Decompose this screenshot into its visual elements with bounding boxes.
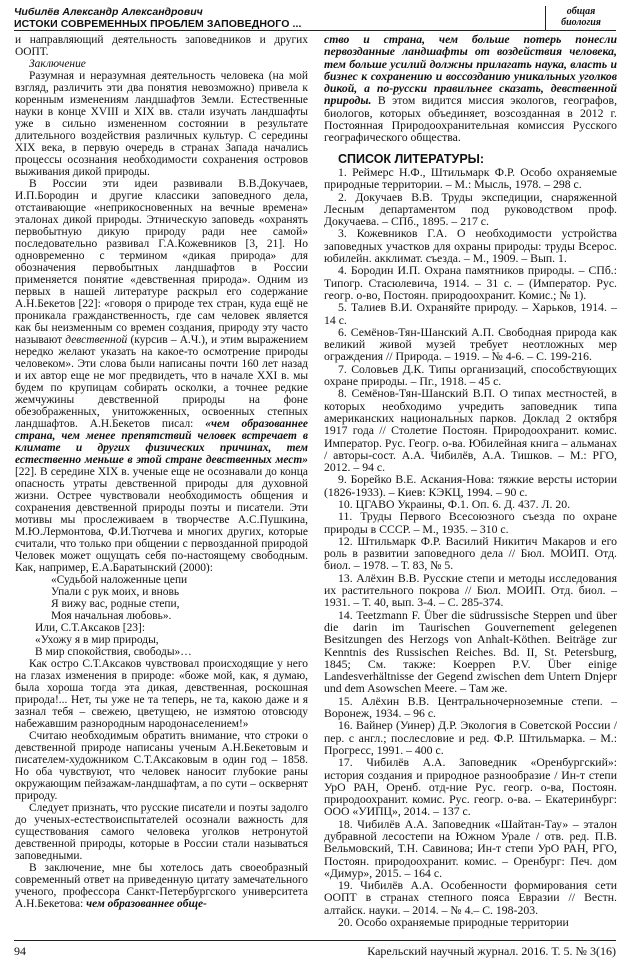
reference-item: 3. Кожевников Г.А. О необходимости устройства заповедных участков для охраны природы: труды Всерос. юбилейн. акклимат. съезда. – М., 1909. – Вып. 1. — [324, 227, 617, 266]
poem-line: Упали с рук моих, и вновь — [51, 586, 180, 598]
poem-intro: Или, С.Т.Аксаков [23]: — [35, 622, 146, 634]
reference-item: 14. Teetzmann F. Über die südrussische Steppen und über die darin im Taurischen Gouvernement gelegenen Besitzungen des Herzogs von Anhalt-Köthen. Beiträge zur Kenntnis des Russischen Reiches. Bd. II, St. Petersburg, 1845; См. также: Koeppen P.V. Über einige Landesverhältnisse der Gegend zwischen dem Untern Dnjepr und dem Asowschen Meere. – Там же. — [324, 608, 617, 696]
text-run: В этом видится миссия экологов, географов, биологов, которых объединяет, возсозданная в 2012 г. Постоянная Природоохранительная комиссия Русского географического общества. — [324, 94, 618, 145]
paragraph: Следует признать, что русские писатели и поэты задолго до ученых-естествоиспытателей осознали важность для существования самого человека уголков нетронутой девственной природы, которые в России стали называться заповедными. — [15, 802, 308, 862]
running-header — [14, 6, 616, 31]
journal-citation: Карельский научный журнал. 2016. Т. 5. № 3(16) — [367, 944, 616, 958]
reference-item: 2. Докучаев В.В. Труды экспедиции, снаряженной Лесным департаментом под руководством проф. Докучаева. – СПб., 1895. – 217 с. — [324, 190, 617, 229]
header-rubric — [545, 6, 616, 30]
paragraph — [15, 178, 308, 574]
paragraph: Разумная и неразумная деятельность человека (на мой взгляд, различить эти два понятия невозможно) привела к коренным изменениям ландшафтов Земли. Естественные науки в конце XVIII и XIX вв. стали изучать ландшафты уже в сильно измененном состоянии в результате длительного воздействия различных культур. С середины XIX века, в первую очередь в странах Запада начались процессы осознания необходимости сохранения островов выживания дикой природы. — [15, 70, 308, 178]
reference-item: 19. Чибилёв А.А. Особенности формирования сети ООПТ в странах степного пояса Евразии // Вестн. алтайск. науки. – 2014. – № 4.– С. 198-203. — [324, 879, 617, 917]
quote-emphasis: ство и страна, чем больше потерь понесли первозданные ландшафты от воздействия человека, тем больше усилий должны прилагать наука, власть и бизнес к сохранению и воссозданию уникальных уголков дикой, а по-русски правильнее сказать, девственной природы. — [324, 33, 617, 108]
reference-item: 16. Вайнер (Уинер) Д.Р. Экология в Советской России / пер. с англ.; послесловие и ред. Ф.Р. Штильмарка. – М.: Прогресс, 1991. – 400 с. — [324, 719, 617, 757]
reference-item: 9. Борейко В.Е. Аскания-Нова: тяжкие версты истории (1826-1933). – Киев: КЭКЦ, 1994. – 90 с. — [324, 473, 617, 499]
emphasis: девственной — [65, 334, 128, 346]
page-footer — [14, 940, 616, 961]
reference-item: 10. ЦГАВО Украины, Ф.1. Оп. 6. Д. 437. Л. 20. — [338, 497, 571, 511]
text-run: (курсив – А.Ч.), и этим выражением нередко желают указать на какое-то осмотрение природы человеком». Эти слова были написаны почти 160 лет назад и их автор еще не мог предвидеть, что в начале XXI в. мы будем по крупицам собирать осколки, а точнее редкие жемчужины девственной природы на фоне обезображенных, унитожженных, освоенных степных ландшафтов. А.Н.Бекетов писал: — [15, 334, 308, 430]
rubric-line-2: биология — [561, 17, 601, 28]
poem-line: В мир спокойствия, свободы»… — [35, 646, 192, 658]
reference-item: 6. Семёнов-Тян-Шанский А.П. Свободная природа как великий живой музей требует неотложных мер ограждения // Природа. – 1919. – № 4-6. – С. 199-216. — [324, 325, 617, 364]
right-column — [324, 34, 617, 929]
reference-item: 15. Алёхин В.В. Центральночерноземные степи. – Воронеж, 1934. – 96 с. — [324, 694, 617, 721]
poem-line: «Судьбой наложенные цепи — [51, 574, 188, 586]
references-heading: СПИСОК ЛИТЕРАТУРЫ: — [338, 151, 485, 166]
paragraph: Как остро С.Т.Аксаков чувствовал происходящие у него на глазах изменения в природе: «боже мой, как, я думаю, была хороша тогда эта дикая, девственная, роскошная природа!... Нет, ты уже не та теперь, не та, какою даже и я зазнал тебя – свежею, цветущею, не измятою отовсюду набежавшим разнородным народонаселением!» — [15, 658, 308, 730]
reference-item: 18. Чибилёв А.А. Заповедник «Шайтан-Тау» – эталон дубравной лесостепи на Южном Урале / отв. ред. П.В. Вельмовский, Т.Н. Савинова; Ин-т степи УрО РАН, РГО, Постоян. природоохранит. комис. – Оренбург: Печ. дом «Димур», 2015. – 164 с. — [324, 817, 617, 880]
reference-item: 12. Штильмарк Ф.Р. Василий Никитич Макаров и его роль в развитии заповедного дела // Бюл. МОИП. Отд. биол. – 1978. – Т. 83, № 5. — [324, 534, 617, 573]
reference-item: 1. Реймерс Н.Ф., Штильмарк Ф.Р. Особо охраняемые природные территории. – М.: Мысль, 1978. – 298 с. — [324, 165, 617, 192]
page-number: 94 — [14, 944, 26, 958]
poem-line: Я вижу вас, родные степи, — [51, 598, 180, 610]
reference-item: 7. Соловьев Д.К. Типы организаций, способствующих охране природы. – Пг., 1918. – 45 с. — [324, 362, 617, 389]
text-run: [22]. В середине XIX в. ученые еще не осознавали до конца опасность утраты девственной природы для духовной жизни. Острее чувствовали необходимость общения и сохранения девственной природы поэты и писатели. Эти мотивы мы прослеживаем в творчестве А.С.Пушкина, М.Ю.Лермонтова, Ф.И.Тютчева и многих других, которые считали, что только при общении с первозданной природой Человек может ощущать себя по-настоящему свободным. Как, например, Е.А.Баратынский (2000): — [15, 466, 308, 574]
reference-item: 13. Алёхин В.В. Русские степи и методы исследования их растительного покрова // Бюл. МОИП. Отд. биол. – 1931. – Т. 40, вып. 3-4. – С. 285-374. — [324, 571, 617, 610]
paragraph — [15, 862, 308, 910]
quote-emphasis: «чем образованнее страна, чем менее препятствий человек встречает в климате и других физических причинах, тем естественно меньше в этой стране девственных мест» — [15, 418, 309, 466]
header-title: ИСТОКИ СОВРЕМЕННЫХ ПРОБЛЕМ ЗАПОВЕДНОГО ... — [14, 18, 302, 30]
reference-item: 20. Особо охраняемые природные территории — [338, 916, 569, 930]
reference-item: 17. Чибилёв А.А. Заповедник «Оренбургский»: история создания и природное разнообразие / Ин-т степи УрО РАН, Оренб. отд-ние Рус. геогр. о-ва, Постоян. природоохранит. комис. Рус. геогр. о-ва. – Екатеринбург: ООО «УИПЦ», 2014. – 137 с. — [324, 756, 617, 819]
section-heading-conclusion: Заключение — [29, 58, 86, 70]
paragraph: Считаю необходимым обратить внимание, что строки о девственной природе написаны ученым А.Н.Бекетовым и писателем-художником С.Т.Аксаковым в один год – 1858. Но оба чувствуют, что человек наносит глубокие раны окружающим пейзажам-ландшафтам, а по сути – осквернят природу. — [15, 730, 308, 802]
text-run: В России эти идеи развивали В.В.Докучаев, И.П.Бородин и другие классики заповедного дела, отстаивающие «неприкосновенных на вечные времена» эталонах дикой природы. Этническую заповедь «охранять первобытную дикую природу ради нее самой» последовательно развивал Г.А.Кожевников [3, 21]. Но одновременно с термином «дикая природа» для обозначения первобытных ландшафтов в России применяется понятие «девственная природа». Одним из первых в нашей литературе раскрыл его содержание А.Н.Бекетов [22]: «говоря о природе тех стран, куда ещё не проникала гражданственность, где сам человек является как бы неизменным со времен создания, природу эту часто называют — [15, 178, 308, 346]
left-column — [15, 34, 308, 910]
references-list — [324, 167, 617, 929]
reference-item: 8. Семёнов-Тян-Шанский В.П. О типах местностей, в которых необходимо учредить заповедник типа американских национальных парков. Доклад 2 октября 1917 года // Столетие Постоян. Природоохранит. комис. Император. Рус. Геогр. о-ва. Юбилейная книга – альманах / авторы-сост. А.А. Чибилёв, А.А. Тишков. – М.: РГО, 2012. – 94 с. — [324, 387, 617, 475]
reference-item: 5. Талиев В.И. Охраняйте природу. – Харьков, 1914. – 14 с. — [324, 301, 617, 327]
poem-line: «Ухожу я в мир природы, — [35, 634, 159, 646]
header-author: Чибилёв Александр Александрович — [14, 6, 203, 18]
reference-item: 4. Бородин И.П. Охрана памятников природы. – СПб.: Типогр. Стасюлевича, 1914. – 31 с. – (Император. Рус. геогр. о-во, Постоян. природоохранит. Комис.; № 1). — [324, 264, 617, 302]
rubric-line-1: общая — [566, 6, 596, 17]
poem-line: Моя начальная любовь». — [51, 610, 172, 622]
reference-item: 11. Труды Первого Всесоюзного съезда по охране природы в СССР. – М., 1935. – 310 с. — [324, 510, 617, 536]
text-run: В заключение, мне бы хотелось дать своеобразный современный ответ на приведенную цитату замечательного ученого, профессора Санкт-Петербургского университета А.Н.Бекетова: — [15, 862, 308, 910]
paragraph: и направляющий деятельность заповедников и других ООПТ. — [15, 34, 308, 58]
quote-emphasis: чем образованнее обще- — [86, 898, 207, 910]
paragraph — [324, 34, 617, 145]
